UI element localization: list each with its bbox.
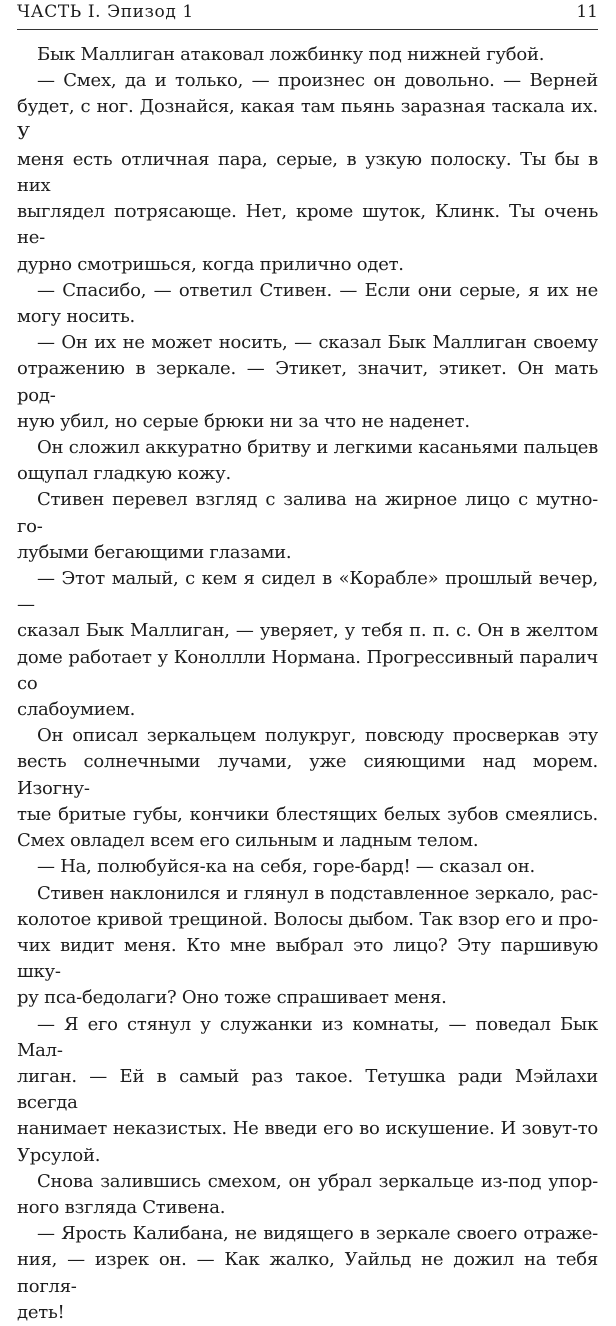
text-line: Стивен перевел взгляд с залива на жирное лицо с мутно-го- [17,489,598,537]
text-line: Снова залившись смехом, он убрал зеркальце из-под упор- [37,1170,598,1192]
paragraph [17,1012,598,1169]
text-line: — Ярость Калибана, не видящего в зеркале своего отраже- [37,1223,598,1245]
text-line: лиган. — Ей в самый раз такое. Тетушка ради Мэйлахи всегда [17,1065,598,1114]
text-line: сказал Бык Маллиган, — уверяет, у тебя п. п. с. Он в желтом [17,620,598,642]
text-line: дурно смотришься, когда прилично одет. [17,253,404,275]
text-line: доме работает у Коноллли Нормана. Прогрессивный паралич со [17,646,598,694]
text-line: слабоумием. [17,699,136,721]
text-line: ного взгляда Стивена. [17,1196,226,1218]
text-line: Он сложил аккуратно бритву и легкими касаньями пальцев [37,437,598,459]
paragraph [17,435,598,487]
paragraph [17,723,598,854]
chapter-title: ЧАСТЬ I. Эпизод 1 [17,2,194,22]
text-line: деть! [17,1301,65,1323]
text-line: — Смех, да и только, — произнес он довольно. — Верней [37,70,598,92]
text-line: ния, — изрек он. — Как жалко, Уайльд не дожил на тебя погля- [17,1249,598,1297]
text-line: — На, полюбуйся-ка на себя, горе-бард! — сказал он. [37,856,535,878]
page-number: 11 [576,2,598,22]
text-line: могу носить. [17,306,135,328]
text-line: будет, с ног. Дознайся, какая там пьянь заразная таскала их. У [17,96,598,144]
paragraph [17,1169,598,1221]
text-line: чих видит меня. Кто мне выбрал это лицо? Эту паршивую шку- [17,934,598,983]
text-line: Смех овладел всем его сильным и ладным телом. [17,830,479,852]
body-text [17,42,598,1326]
paragraph [17,278,598,330]
paragraph [17,42,598,68]
text-line: нанимает неказистых. Не введи его во искушение. И зовут-то [17,1118,598,1140]
text-line: Бык Маллиган атаковал ложбинку под нижней губой. [37,44,545,65]
paragraph [17,1221,598,1326]
text-line: ную убил, но серые брюки ни за что не наденет. [17,410,470,432]
text-line: тые бритые губы, кончики блестящих белых зубов смеялись. [17,803,598,825]
paragraph [17,854,598,880]
text-line: — Этот малый, с кем я сидел в «Корабле» прошлый вечер, — [17,568,598,616]
paragraph [17,487,598,566]
paragraph [17,566,598,723]
paragraph [17,330,598,435]
text-line: Урсулой. [17,1144,101,1166]
text-line: — Я его стянул у служанки из комнаты, — поведал Бык Мал- [17,1013,598,1061]
text-line: выглядел потрясающе. Нет, кроме шуток, Клинк. Ты очень не- [17,201,598,249]
text-line: весть солнечными лучами, уже сияющими над морем. Изогну- [17,751,598,799]
text-line: колотое кривой трещиной. Волосы дыбом. Так взор его и про- [17,908,598,930]
text-line: Он описал зеркальцем полукруг, повсюду просверкав эту [37,725,598,747]
text-line: — Он их не может носить, — сказал Бык Маллиган своему [37,332,598,354]
text-line: ру пса-бедолаги? Оно тоже спрашивает меня. [17,987,447,1009]
running-header [17,0,598,30]
text-line: — Спасибо, — ответил Стивен. — Если они серые, я их не [37,279,598,301]
text-line: лубыми бегающими глазами. [17,541,292,563]
paragraph [17,881,598,1012]
paragraph [17,68,598,278]
text-line: отражению в зеркале. — Этикет, значит, этикет. Он мать род- [17,358,598,406]
text-line: Стивен наклонился и глянул в подставленное зеркало, рас- [37,882,598,904]
text-line: ощупал гладкую кожу. [17,463,231,485]
text-line: меня есть отличная пара, серые, в узкую полоску. Ты бы в них [17,148,598,197]
